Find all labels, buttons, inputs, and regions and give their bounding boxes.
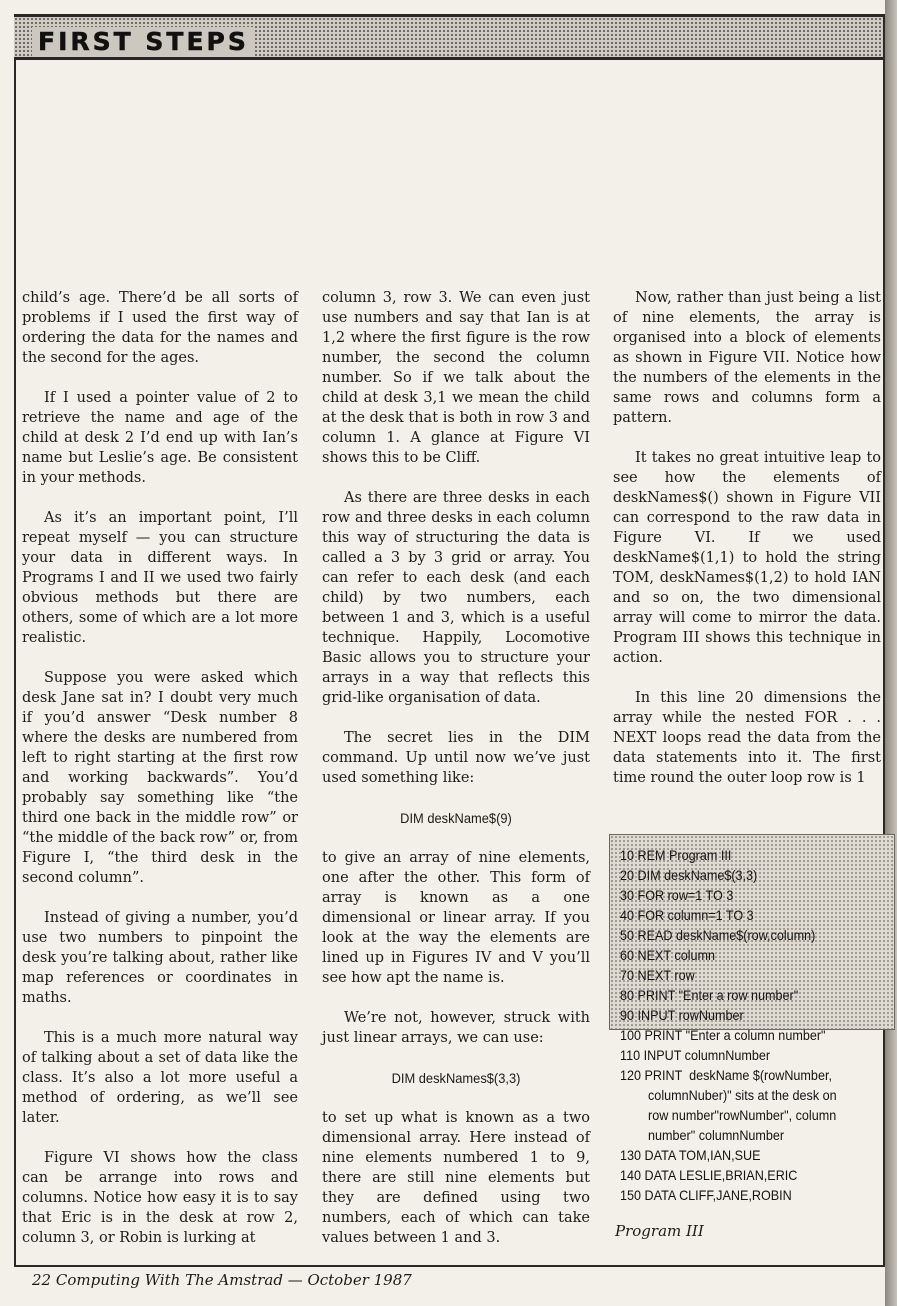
listing-caption: Program III	[615, 1222, 704, 1240]
frame-rule-left	[14, 60, 16, 1266]
page-footer: 22 Computing With The Amstrad — October 1987	[32, 1271, 412, 1289]
listing-line: 60 NEXT column	[620, 947, 716, 963]
listing-line: 120 PRINT deskName $(rowNumber,	[620, 1067, 832, 1083]
listing-line: 70 NEXT row	[620, 967, 695, 983]
listing-line: 110 INPUT columnNumber	[620, 1047, 771, 1063]
listing-line: 20 DIM deskName$(3,3)	[620, 867, 758, 883]
text-column-3	[613, 288, 881, 808]
paragraph: The secret lies in the DIM command. Up until now we’ve just used something like:	[322, 730, 590, 786]
listing-line: 100 PRINT "Enter a column number"	[620, 1027, 826, 1043]
paragraph: This is a much more natural way of talking about a set of data like the class. It’s also a lot more useful a method of ordering, as we’ll see later.	[22, 1030, 298, 1126]
listing-line: 30 FOR row=1 TO 3	[620, 887, 734, 903]
text-column-2	[322, 288, 590, 1268]
paragraph: Now, rather than just being a list of nine elements, the array is organised into a block of elements as shown in Figure VII. Notice how the numbers of the elements in the same rows and columns form a pattern.	[613, 290, 881, 426]
section-header	[14, 14, 885, 60]
listing-line: 50 READ deskName$(row,column)	[620, 927, 816, 943]
listing-line: 140 DATA LESLIE,BRIAN,ERIC	[620, 1167, 798, 1183]
paragraph: It takes no great intuitive leap to see how the elements of deskNames$() shown in Figure VII can correspond to the raw data in Figure VI. If we used deskName$(1,1) to hold the string TOM, deskNames$(1,2) to hold IAN and so on, the two dimensional array will come to mirror the data. Program III shows this technique in action.	[613, 450, 881, 666]
page-edge-shadow	[885, 0, 897, 1306]
listing-line: row number"rowNumber", column	[620, 1107, 837, 1123]
listing-line: 80 PRINT "Enter a row number"	[620, 987, 799, 1003]
paragraph: to set up what is known as a two dimensional array. Here instead of nine elements numbered 1 to 9, there are still nine elements but they are defined using two numbers, each of which can take values between 1 and 3.	[322, 1110, 590, 1246]
paragraph: Instead of giving a number, you’d use two numbers to pinpoint the desk you’re talking about, rather like map references or coordinates in maths.	[22, 910, 298, 1006]
paragraph: to give an array of nine elements, one after the other. This form of array is known as a one dimensional or linear array. If you look at the way the elements are lined up in Figures IV and V you’ll see how apt the name is.	[322, 850, 590, 986]
paragraph: We’re not, however, struck with just linear arrays, we can use:	[322, 1010, 590, 1046]
paragraph: In this line 20 dimensions the array while the nested FOR . . . NEXT loops read the data from the data statements into it. The first time round the outer loop row is 1	[613, 690, 881, 786]
section-title: FIRST STEPS	[32, 27, 255, 56]
paragraph: Suppose you were asked which desk Jane sat in? I doubt very much if you’d answer “Desk number 8 where the desks are numbered from left to right starting at the first row and working backwards”. You’d probably say something like “the third one back in the middle row” or “the middle of the back row” or, from Figure I, “the third desk in the second column”.	[22, 670, 298, 886]
code-example: DIM deskNames$(3,3)	[391, 1070, 521, 1086]
paragraph: As there are three desks in each row and three desks in each column this way of structuring the data is called a 3 by 3 grid or array. You can refer to each desk (and each child) by two numbers, each between 1 and 3, which is a useful technique. Happily, Locomotive Basic allows you to structure your arrays in a way that reflects this grid-like organisation of data.	[322, 490, 590, 706]
paragraph: column 3, row 3. We can even just use numbers and say that Ian is at 1,2 where the first figure is the row number, the second the column number. So if we talk about the child at desk 3,1 we mean the child at the desk that is both in row 3 and column 1. A glance at Figure VI shows this to be Cliff.	[322, 290, 590, 466]
listing-line: 150 DATA CLIFF,JANE,ROBIN	[620, 1187, 792, 1203]
paragraph: Figure VI shows how the class can be arrange into rows and columns. Notice how easy it is to say that Eric is in the desk at row 2, column 3, or Robin is lurking at	[22, 1150, 298, 1246]
paragraph: As it’s an important point, I’ll repeat myself — you can structure your data in different ways. In Programs I and II we used two fairly obvious methods but there are others, some of which are a lot more realistic.	[22, 510, 298, 646]
text-column-1	[22, 288, 298, 1268]
listing-line: number" columnNumber	[620, 1127, 785, 1143]
paragraph: child’s age. There’d be all sorts of problems if I used the first way of ordering the data for the names and the second for the ages.	[22, 290, 298, 366]
listing-line: 90 INPUT rowNumber	[620, 1007, 744, 1023]
program-listing-box	[609, 834, 895, 1203]
listing-line: 40 FOR column=1 TO 3	[620, 907, 754, 923]
frame-rule-right	[883, 14, 885, 1266]
paragraph: If I used a pointer value of 2 to retrieve the name and age of the child at desk 2 I’d end up with Ian’s name but Leslie’s age. Be consistent in your methods.	[22, 390, 298, 486]
listing-line: 10 REM Program III	[620, 847, 732, 863]
listing-line: columnNuber)" sits at the desk on	[620, 1087, 837, 1103]
listing-line: 130 DATA TOM,IAN,SUE	[620, 1147, 761, 1163]
code-example: DIM deskName$(9)	[400, 810, 512, 826]
